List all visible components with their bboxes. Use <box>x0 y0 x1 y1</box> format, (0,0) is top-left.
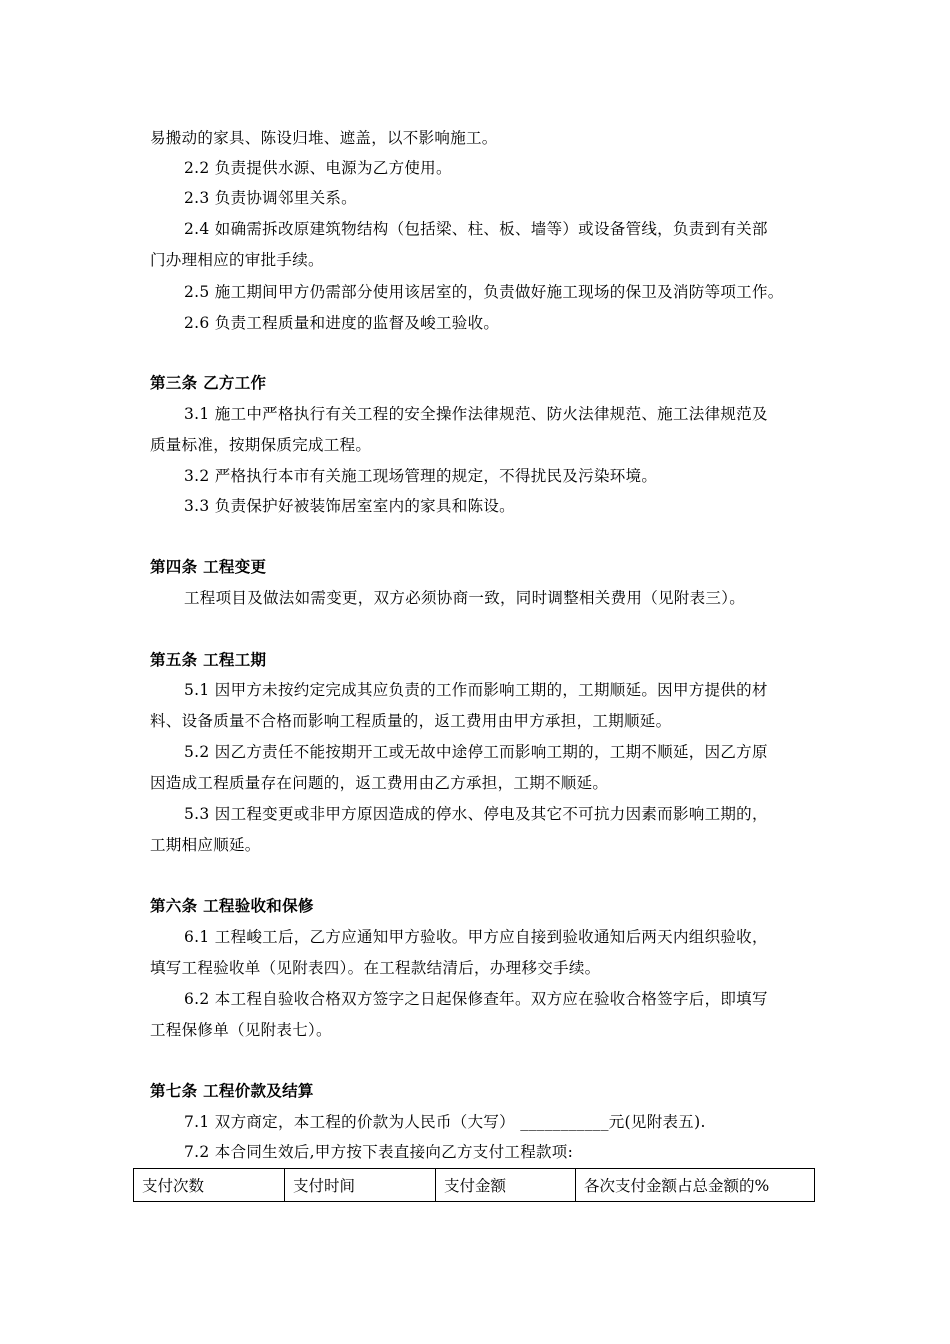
clause-5-1: 5.1 因甲方未按约定完成其应负责的工作而影响工期的，工期顺延。因甲方提供的材 <box>184 681 768 699</box>
header-payment-percent: 各次支付金额占总金额的% <box>576 1169 815 1202</box>
header-payment-count: 支付次数 <box>134 1169 285 1202</box>
clause-2-5: 2.5 施工期间甲方仍需部分使用该居室的，负责做好施工现场的保卫及消防等项工作。 <box>184 283 784 301</box>
clause-2-3: 2.3 负责协调邻里关系。 <box>184 189 357 207</box>
clause-6-1: 6.1 工程峻工后，乙方应通知甲方验收。甲方应自接到验收通知后两天内组织验收， <box>184 928 768 946</box>
text-line: 门办理相应的审批手续。 <box>150 251 324 269</box>
text-line: 质量标准，按期保质完成工程。 <box>150 436 372 454</box>
clause-3-3: 3.3 负责保护好被装饰居室室内的家具和陈设。 <box>184 497 515 515</box>
header-payment-time: 支付时间 <box>285 1169 436 1202</box>
table-header-row <box>134 1169 815 1202</box>
text-line: 填写工程验收单（见附表四）。在工程款结清后，办理移交手续。 <box>150 959 601 977</box>
clause-3-2: 3.2 严格执行本市有关施工现场管理的规定，不得扰民及污染环境。 <box>184 467 658 485</box>
header-payment-amount: 支付金额 <box>436 1169 576 1202</box>
clause-5-2: 5.2 因乙方责任不能按期开工或无故中途停工而影响工期的，工期不顺延，因乙方原 <box>184 743 768 761</box>
clause-3-1: 3.1 施工中严格执行有关工程的安全操作法律规范、防火法律规范、施工法律规范及 <box>184 405 768 423</box>
clause-7-1: 7.1 双方商定，本工程的价款为人民币（大写） ___________元(见附表五). <box>184 1113 706 1131</box>
article-7-heading: 第七条 工程价款及结算 <box>150 1082 314 1100</box>
clause-6-2: 6.2 本工程自验收合格双方签字之日起保修查年。双方应在验收合格签字后，即填写 <box>184 990 768 1008</box>
article-6-heading: 第六条 工程验收和保修 <box>150 897 314 915</box>
article-3-heading: 第三条 乙方工作 <box>150 374 267 392</box>
clause-2-4: 2.4 如确需拆改原建筑物结构（包括梁、柱、板、墙等）或设备管线，负责到有关部 <box>184 220 768 238</box>
clause-5-3: 5.3 因工程变更或非甲方原因造成的停水、停电及其它不可抗力因素而影响工期的， <box>184 805 768 823</box>
clause-7-2: 7.2 本合同生效后,甲方按下表直接向乙方支付工程款项: <box>184 1143 574 1161</box>
payment-table <box>133 1168 815 1202</box>
text-line: 工期相应顺延。 <box>150 836 261 854</box>
article-4-heading: 第四条 工程变更 <box>150 558 267 576</box>
article-5-heading: 第五条 工程工期 <box>150 651 267 669</box>
text-line: 工程保修单（见附表七）。 <box>150 1021 332 1039</box>
article-4-text: 工程项目及做法如需变更，双方必须协商一致，同时调整相关费用（见附表三）。 <box>184 589 746 607</box>
text-line: 料、设备质量不合格而影响工程质量的，返工费用由甲方承担，工期顺延。 <box>150 712 672 730</box>
text-line: 易搬动的家具、陈设归堆、遮盖，以不影响施工。 <box>150 129 498 147</box>
clause-2-2: 2.2 负责提供水源、电源为乙方使用。 <box>184 159 452 177</box>
text-line: 因造成工程质量存在问题的，返工费用由乙方承担，工期不顺延。 <box>150 774 609 792</box>
clause-2-6: 2.6 负责工程质量和进度的监督及峻工验收。 <box>184 314 500 332</box>
